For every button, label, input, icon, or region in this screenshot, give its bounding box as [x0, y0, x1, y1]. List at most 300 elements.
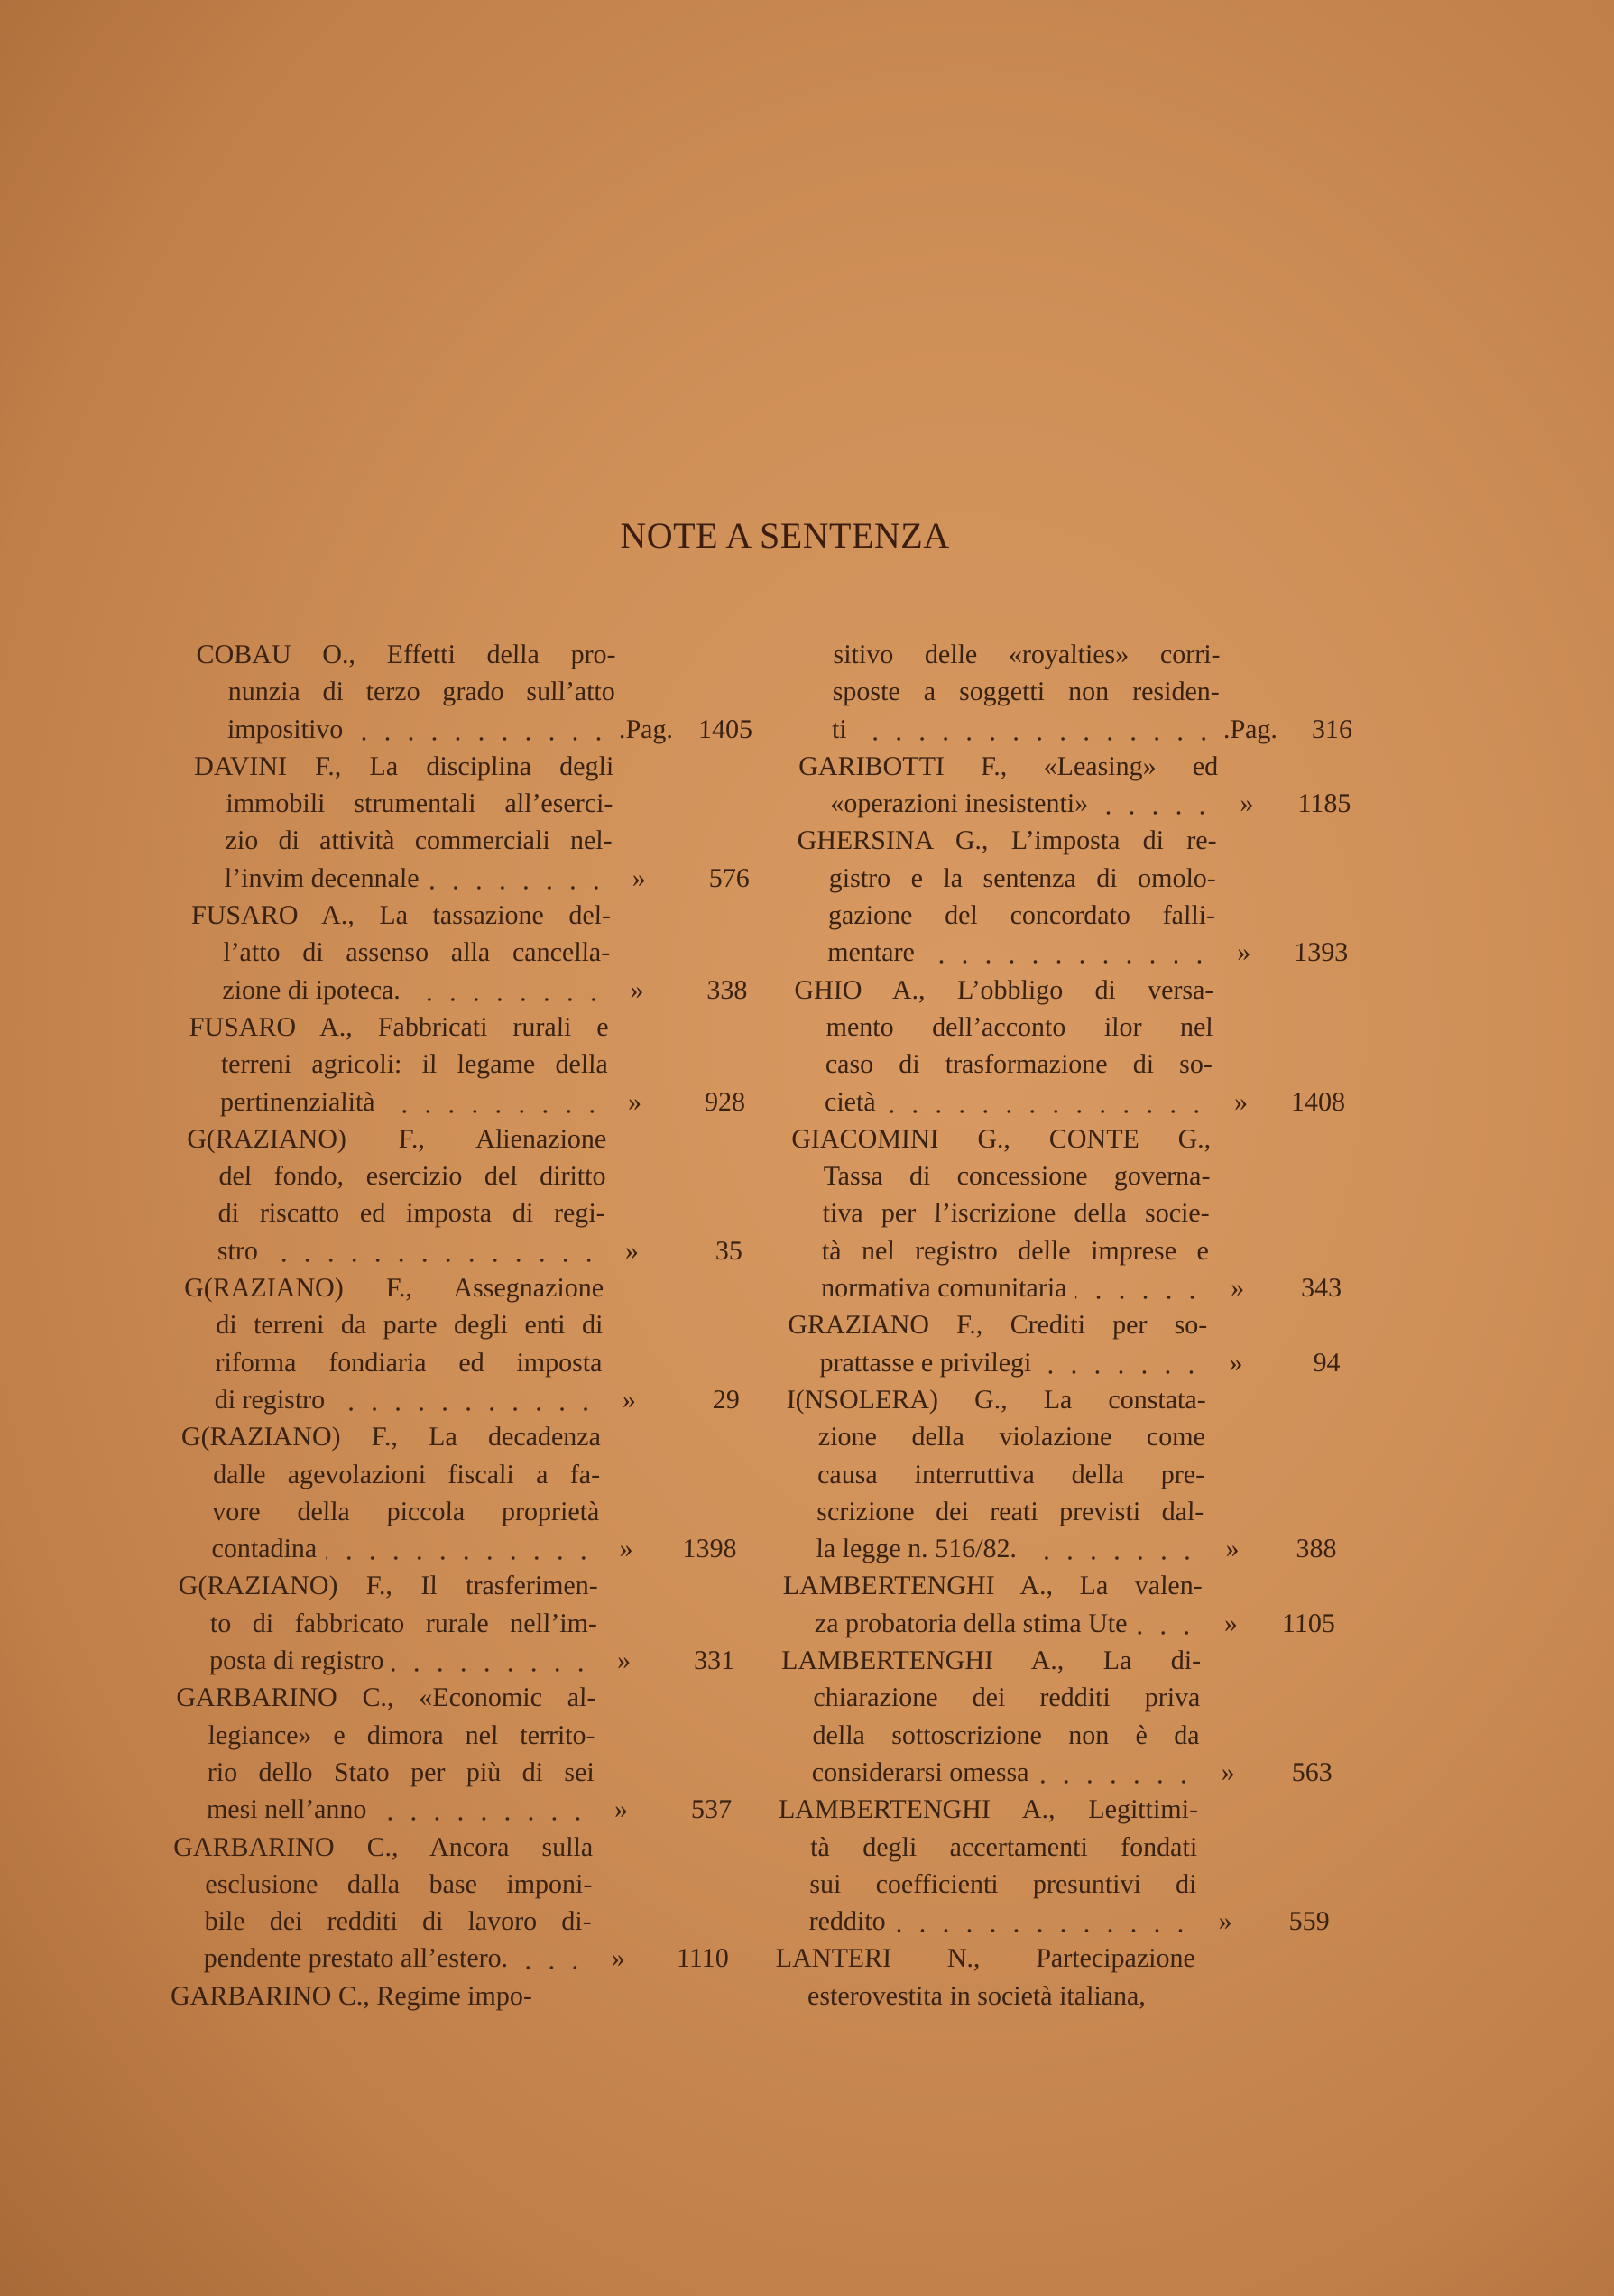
- entry-line: [782, 1605, 1336, 1642]
- entry-text-line: tà nel registro delle imprese e: [821, 1235, 1210, 1266]
- entry-line: [789, 1269, 1342, 1306]
- entry-author-title: GARBARINO C., «Economic al-: [176, 1683, 596, 1713]
- entry-text-line: zio di attività commerciali nel-: [225, 825, 613, 856]
- page-marker: »: [632, 862, 647, 893]
- entry-text-line: considerarsi omessa: [811, 1757, 1029, 1787]
- page-marker: .Pag.: [618, 714, 674, 744]
- entry-text-line: reddito: [808, 1906, 886, 1937]
- page-number: 1408: [1290, 1086, 1346, 1117]
- entry-line: [181, 1381, 741, 1418]
- entry-text-line: della sottoscrizione non è da: [812, 1720, 1200, 1750]
- dot-leader: [1038, 1754, 1195, 1791]
- entry-text: [828, 897, 1216, 934]
- page-marker: »: [1236, 937, 1251, 968]
- entry-text: [788, 1306, 1208, 1343]
- entry-line: [795, 934, 1349, 971]
- entry-author-title: COBAU O., Effetti della pro-: [196, 640, 616, 669]
- entry-text-line: zione di ipoteca.: [222, 974, 401, 1005]
- page-number: 1405: [697, 714, 753, 744]
- page-number: 388: [1296, 1534, 1337, 1564]
- entry-line: [181, 1418, 602, 1455]
- entry-text-line: chiarazione dei redditi priva: [813, 1683, 1201, 1713]
- entry-text-line: contadina: [211, 1534, 318, 1564]
- entry-author-title: GRAZIANO F., Crediti per so-: [788, 1310, 1208, 1341]
- entry-text: [822, 1194, 1210, 1231]
- entry-text: [224, 860, 612, 897]
- index-entry: [792, 972, 1346, 1120]
- entry-line: [791, 1120, 1212, 1157]
- dot-leader: [352, 711, 611, 748]
- page-marker: »: [624, 1235, 640, 1266]
- index-entry: [789, 1120, 1342, 1306]
- page-marker: »: [1230, 1273, 1245, 1304]
- entry-text-line: «operazioni inesistenti»: [830, 788, 1089, 819]
- entry-text-line: caso di trasformazione di so-: [825, 1049, 1213, 1080]
- entry-text: [786, 1381, 1206, 1418]
- entry-line: [789, 1232, 1210, 1269]
- index-entry: [174, 1679, 733, 1828]
- entry-text-line: immobili strumentali all’eserci-: [226, 788, 613, 819]
- entry-text: [214, 1381, 602, 1418]
- entry-line: [785, 1456, 1205, 1493]
- page-marker: »: [1229, 1347, 1243, 1378]
- page-number: 537: [690, 1794, 733, 1825]
- index-entry: [188, 1009, 746, 1120]
- index-entry: [171, 1829, 730, 1978]
- entry-line: [185, 1232, 743, 1269]
- page-number: 29: [712, 1384, 741, 1415]
- entry-line: [777, 1866, 1197, 1903]
- index-entry: [799, 636, 1353, 748]
- entry-text: [832, 711, 1220, 748]
- entry-text: [213, 1456, 601, 1493]
- entry-text-line: di riscatto ed imposta di regi-: [217, 1198, 606, 1229]
- index-entry: [783, 1381, 1337, 1567]
- entry-line: [788, 1306, 1208, 1343]
- entry-text-line: dalle agevolazioni fiscali a fa-: [212, 1459, 601, 1489]
- page-number: 94: [1313, 1347, 1341, 1378]
- page-number: 35: [715, 1235, 743, 1266]
- entry-line: [781, 1642, 1202, 1679]
- dot-leader: [267, 1232, 602, 1269]
- right-column: [775, 636, 1353, 2015]
- dot-leader: [1075, 1269, 1204, 1306]
- entry-text: [173, 1829, 594, 1866]
- entry-author-title: G(RAZIANO) F., Assegnazione: [183, 1273, 604, 1304]
- entry-text: [207, 1791, 595, 1828]
- entry-line: [776, 1903, 1330, 1940]
- entry-author-title: G(RAZIANO) F., Alienazione: [186, 1123, 607, 1154]
- entry-text: [226, 785, 613, 822]
- entry-text: [209, 1642, 597, 1679]
- dot-leader: [375, 1791, 590, 1828]
- entry-text-line: nunzia di terzo grado sull’atto: [227, 677, 616, 707]
- entry-author-title: DAVINI F., La disciplina degli: [193, 751, 614, 781]
- entry-author-title: LAMBERTENGHI A., Legittimi-: [778, 1794, 1199, 1825]
- entry-line: [191, 897, 612, 934]
- page-number: 576: [708, 862, 751, 893]
- dot-leader: [428, 860, 608, 897]
- entry-author-title: LAMBERTENGHI A., La di-: [780, 1646, 1202, 1676]
- entry-text: [822, 1232, 1210, 1269]
- entry-text: [781, 1642, 1202, 1679]
- entry-text: [187, 1120, 607, 1157]
- entry-line: [789, 1194, 1210, 1231]
- entry-text: [207, 1754, 595, 1791]
- page-number: 331: [693, 1646, 735, 1676]
- entry-text: [227, 673, 615, 710]
- entry-line: [775, 1978, 1195, 2015]
- entry-line: [177, 1642, 735, 1679]
- entry-text: [791, 1120, 1212, 1157]
- entry-text: [189, 1009, 609, 1046]
- index-entry: [782, 1567, 1336, 1642]
- entry-line: [779, 1717, 1200, 1754]
- entry-text: [825, 1046, 1213, 1083]
- entry-text: [819, 1344, 1207, 1381]
- page-number: 563: [1291, 1757, 1333, 1787]
- page-number: 1185: [1297, 788, 1351, 819]
- entry-text-line: rio dello Stato per più di sei: [207, 1757, 595, 1787]
- entry-text-line: l’invim decennale: [224, 862, 420, 893]
- entry-line: [800, 636, 1221, 673]
- entry-line: [189, 972, 748, 1009]
- index-entry: [798, 748, 1351, 823]
- index-entry: [779, 1642, 1333, 1791]
- entry-text: [782, 1567, 1203, 1604]
- entry-text: [818, 1418, 1206, 1455]
- page-marker: »: [619, 1534, 633, 1564]
- entry-text-line: stro: [217, 1235, 259, 1266]
- page-number: 338: [706, 974, 748, 1005]
- entry-author-title: G(RAZIANO) F., Il trasferimen-: [178, 1571, 599, 1601]
- entry-text-line: esterovestita in società italiana,: [807, 1980, 1147, 2011]
- index-entry: [776, 1791, 1330, 1940]
- entry-text-line: mento dell’acconto ilor nel: [825, 1011, 1213, 1042]
- entry-line: [784, 1493, 1204, 1530]
- entry-line: [184, 1269, 604, 1306]
- entry-text-line: ti: [831, 714, 848, 744]
- entry-text-line: to di fabbricato rurale nell’im-: [209, 1608, 598, 1638]
- entry-text: [821, 1269, 1209, 1306]
- left-column: [170, 636, 753, 2015]
- entry-line: [183, 1306, 604, 1343]
- entry-text: [798, 748, 1219, 785]
- entry-line: [176, 1679, 596, 1716]
- entry-text: [809, 1866, 1197, 1903]
- entry-text: [815, 1605, 1203, 1642]
- entry-line: [190, 934, 611, 971]
- entry-text: [220, 1046, 608, 1083]
- dot-leader: [326, 1530, 595, 1567]
- entry-text: [196, 636, 616, 673]
- entry-line: [783, 1530, 1337, 1567]
- entry-author-title: G(RAZIANO) F., La decadenza: [180, 1422, 602, 1452]
- entry-line: [792, 1046, 1213, 1083]
- dot-leader: [334, 1381, 598, 1418]
- page-number: 316: [1311, 714, 1353, 744]
- entry-text: [208, 1717, 595, 1754]
- dot-leader: [392, 1642, 593, 1679]
- entry-line: [796, 897, 1216, 934]
- entry-author-title: GARIBOTTI F., «Leasing» ed: [798, 751, 1219, 781]
- dot-leader: [884, 1083, 1208, 1120]
- entry-line: [173, 1829, 594, 1866]
- page-marker: »: [613, 1794, 629, 1825]
- entry-line: [174, 1754, 595, 1791]
- dot-leader: [1040, 1344, 1204, 1381]
- entry-line: [179, 1530, 737, 1567]
- entry-text-line: del fondo, esercizio del diritto: [218, 1161, 606, 1192]
- dot-leader: [383, 1083, 604, 1120]
- entry-text: [203, 1940, 591, 1977]
- entry-author-title: FUSARO A., Fabbricati rurali e: [189, 1011, 609, 1042]
- entry-text: [816, 1493, 1204, 1530]
- entry-text: [205, 1866, 593, 1903]
- entry-text: [825, 1009, 1213, 1046]
- entry-text: [215, 1344, 603, 1381]
- entry-text: [797, 822, 1217, 859]
- entry-line: [793, 1009, 1213, 1046]
- entry-line: [191, 860, 751, 897]
- entry-text-line: bile dei redditi di lavoro di-: [204, 1906, 592, 1937]
- entry-text: [811, 1754, 1199, 1791]
- entry-text: [775, 1940, 1195, 1977]
- entry-line: [196, 636, 616, 673]
- entry-text: [211, 1530, 599, 1567]
- entry-text: [176, 1679, 596, 1716]
- entry-text: [178, 1567, 598, 1604]
- entry-text-line: esclusione dalla base imponi-: [205, 1868, 593, 1899]
- entry-line: [186, 1157, 606, 1194]
- entry-text: [184, 1269, 604, 1306]
- index-entry: [787, 1306, 1341, 1381]
- entry-line: [193, 785, 613, 822]
- index-entry: [185, 1120, 743, 1269]
- entry-text-line: sposte a soggetti non residen-: [832, 677, 1221, 707]
- dot-leader: [923, 934, 1211, 971]
- entry-line: [798, 785, 1351, 822]
- entry-author-title: I(NSOLERA) G., La constata-: [786, 1384, 1207, 1415]
- entry-line: [786, 1381, 1206, 1418]
- entry-text-line: cietà: [824, 1086, 877, 1117]
- page-marker: »: [616, 1646, 632, 1676]
- entry-text: [225, 822, 613, 859]
- entry-text: [808, 1903, 1196, 1940]
- entry-text: [223, 934, 611, 971]
- entry-text: [210, 1605, 598, 1642]
- entry-line: [171, 1978, 591, 2015]
- entry-text-line: pendente prestato all’estero.: [203, 1943, 509, 1974]
- entry-text-line: terreni agricoli: il legame della: [220, 1049, 609, 1080]
- entry-text: [810, 1829, 1198, 1866]
- entry-line: [174, 1791, 733, 1828]
- entry-text: [827, 934, 1215, 971]
- index-entry: [181, 1269, 741, 1418]
- page-number: 343: [1300, 1273, 1342, 1304]
- entry-line: [794, 972, 1214, 1009]
- entry-author-title: GIACOMINI G., CONTE G.,: [790, 1123, 1212, 1154]
- dot-leader: [855, 711, 1215, 748]
- entry-text: [830, 785, 1218, 822]
- entry-line: [778, 1829, 1198, 1866]
- entry-text: [194, 748, 614, 785]
- entry-text-line: causa interruttiva della pre-: [816, 1459, 1205, 1489]
- entry-text: [181, 1418, 602, 1455]
- entry-line: [178, 1567, 598, 1604]
- entry-text: [817, 1456, 1205, 1493]
- entry-line: [172, 1866, 593, 1903]
- entry-text: [779, 1791, 1199, 1828]
- entry-text: [227, 711, 615, 748]
- entry-line: [798, 748, 1219, 785]
- entry-author-title: GARBARINO C., Ancora sulla: [172, 1831, 594, 1862]
- entry-line: [188, 1083, 746, 1120]
- entry-line: [187, 1120, 607, 1157]
- entry-text-line: pertinenzialità: [219, 1086, 375, 1117]
- entry-line: [796, 860, 1216, 897]
- dot-leader: [1097, 785, 1214, 822]
- page-marker: »: [611, 1943, 626, 1974]
- entry-line: [182, 1344, 603, 1381]
- page-marker: »: [1225, 1534, 1240, 1564]
- entry-text: [220, 1083, 608, 1120]
- index-entry: [189, 897, 748, 1009]
- entry-text: [217, 1194, 605, 1231]
- page-marker: »: [622, 1384, 637, 1415]
- entry-text-line: di terreni da parte degli enti di: [216, 1310, 604, 1341]
- entry-text: [813, 1679, 1201, 1716]
- entry-line: [178, 1605, 598, 1642]
- entry-line: [792, 1083, 1346, 1120]
- entry-line: [779, 1791, 1199, 1828]
- entry-text-line: di registro: [214, 1384, 326, 1415]
- entry-text: [171, 1978, 591, 2015]
- entry-text: [825, 1083, 1213, 1120]
- entry-line: [799, 673, 1220, 710]
- entry-line: [188, 1046, 608, 1083]
- entry-text-line: Tassa di concessione governa-: [823, 1161, 1211, 1192]
- page-marker: »: [630, 974, 644, 1005]
- entry-text-line: l’atto di assenso alla cancella-: [222, 937, 611, 968]
- dot-leader: [409, 972, 605, 1009]
- entry-text: [212, 1493, 600, 1530]
- entry-author-title: GHERSINA G., L’imposta di re-: [797, 825, 1217, 856]
- index-entry: [191, 748, 751, 897]
- entry-author-title: GHIO A., L’obbligo di versa-: [794, 974, 1214, 1005]
- dot-leader: [1136, 1605, 1198, 1642]
- entry-line: [189, 1009, 609, 1046]
- entry-text: [204, 1903, 592, 1940]
- page-marker: »: [1221, 1757, 1236, 1787]
- entry-author-title: LANTERI N., Partecipazione: [775, 1943, 1196, 1974]
- page-marker: »: [1240, 788, 1254, 819]
- entry-text: [832, 673, 1220, 710]
- entry-text: [823, 1157, 1211, 1194]
- section-title: NOTE A SENTENZA: [620, 515, 950, 556]
- entry-author-title: FUSARO A., La tassazione del-: [190, 900, 612, 931]
- page-marker: »: [627, 1086, 642, 1117]
- entry-text: [828, 860, 1216, 897]
- page-marker: »: [1218, 1906, 1232, 1937]
- entry-text-line: riforma fondiaria ed imposta: [215, 1347, 603, 1378]
- entry-text-line: zione della violazione come: [817, 1422, 1206, 1452]
- entry-author-title: LAMBERTENGHI A., La valen-: [782, 1571, 1204, 1601]
- page-number: 559: [1288, 1906, 1330, 1937]
- entry-author-title: GARBARINO C., Regime impo-: [170, 1980, 533, 2011]
- entry-line: [780, 1679, 1201, 1716]
- entry-text: [222, 972, 610, 1009]
- entry-line: [171, 1903, 592, 1940]
- entry-line: [195, 711, 753, 748]
- dot-leader: [894, 1903, 1193, 1940]
- page-number: 1398: [682, 1534, 737, 1564]
- entry-line: [797, 822, 1217, 859]
- entry-text-line: la legge n. 516/82.: [816, 1534, 1018, 1564]
- entry-line: [171, 1940, 730, 1977]
- entry-line: [782, 1567, 1203, 1604]
- entry-text-line: scrizione dei reati previsti dal-: [816, 1496, 1204, 1526]
- entry-text-line: sui coefficienti presuntivi di: [809, 1868, 1197, 1899]
- entry-line: [786, 1418, 1206, 1455]
- page-number: 928: [704, 1086, 746, 1117]
- entry-text: [833, 636, 1221, 673]
- page-marker: »: [1233, 1086, 1249, 1117]
- entry-text-line: vore della piccola proprietà: [212, 1496, 600, 1526]
- entry-line: [779, 1754, 1333, 1791]
- page-marker: .Pag.: [1222, 714, 1278, 744]
- index-entry: [171, 1978, 591, 2015]
- dot-leader: [517, 1940, 587, 1977]
- entry-text: [816, 1530, 1204, 1567]
- entry-text-line: tiva per l’iscrizione della socie-: [822, 1198, 1211, 1229]
- entry-text: [191, 897, 612, 934]
- page-number: 1105: [1281, 1608, 1336, 1638]
- index-entry: [195, 636, 753, 748]
- index-entry: [179, 1418, 737, 1567]
- entry-text: [812, 1717, 1200, 1754]
- entry-line: [799, 711, 1353, 748]
- entry-text-line: impositivo: [226, 714, 344, 744]
- entry-line: [787, 1344, 1341, 1381]
- entry-text-line: za probatoria della stima Ute: [814, 1608, 1128, 1638]
- entry-text-line: legiance» e dimora nel territo-: [208, 1720, 595, 1750]
- entry-line: [775, 1940, 1195, 1977]
- entry-line: [192, 822, 613, 859]
- page-number: 1393: [1293, 937, 1349, 968]
- entry-text: [217, 1232, 605, 1269]
- entry-text: [216, 1306, 604, 1343]
- entry-line: [175, 1717, 595, 1754]
- entry-text-line: prattasse e privilegi: [819, 1347, 1032, 1378]
- entry-text: [794, 972, 1214, 1009]
- entry-text: [218, 1157, 606, 1194]
- entry-text-line: gazione del concordato falli-: [827, 900, 1216, 931]
- entry-text-line: tà degli accertamenti fondati: [809, 1831, 1198, 1862]
- page-marker: »: [1223, 1608, 1239, 1638]
- index-entry: [177, 1567, 735, 1679]
- entry-text-line: mesi nell’anno: [206, 1794, 367, 1825]
- entry-text-line: mentare: [826, 937, 916, 968]
- page-number: 1110: [676, 1943, 730, 1974]
- entry-line: [194, 748, 614, 785]
- entry-line: [195, 673, 615, 710]
- index-entry: [795, 822, 1349, 971]
- dot-leader: [1026, 1530, 1200, 1567]
- entry-line: [180, 1456, 601, 1493]
- entry-text-line: posta di registro: [208, 1646, 384, 1676]
- entry-line: [790, 1157, 1211, 1194]
